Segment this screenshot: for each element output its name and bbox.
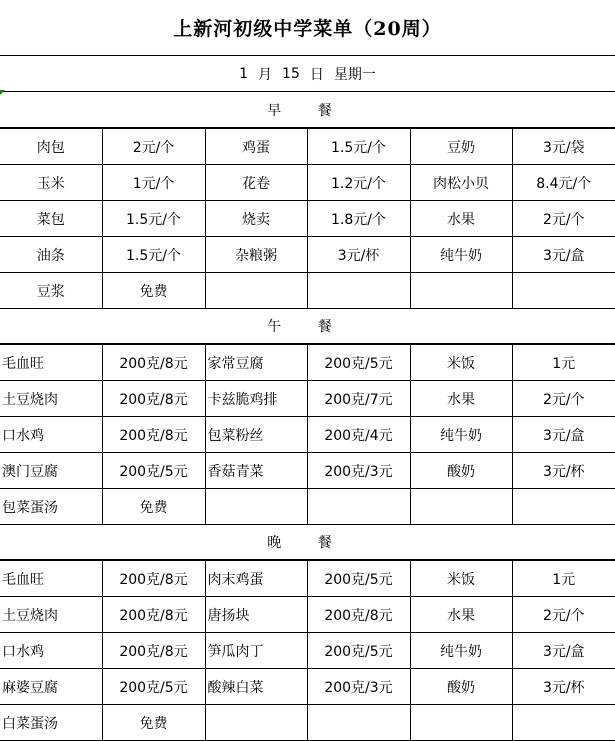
table-row bbox=[0, 453, 615, 489]
price-cell: 200克/5元 bbox=[307, 561, 410, 597]
dish-name-cell: 白菜蛋汤 bbox=[0, 705, 102, 741]
dish-name-cell: 麻婆豆腐 bbox=[0, 669, 102, 705]
dish-name-cell: 肉松小贝 bbox=[410, 165, 512, 201]
date-month: 1 bbox=[239, 65, 249, 82]
dish-name-cell: 包菜蛋汤 bbox=[0, 489, 102, 525]
date-month-unit: 月 bbox=[258, 66, 273, 83]
dish-name-cell: 肉末鸡蛋 bbox=[205, 561, 307, 597]
table-row bbox=[0, 669, 615, 705]
dish-name-cell: 水果 bbox=[410, 201, 512, 237]
price-cell: 200克/3元 bbox=[307, 669, 410, 705]
table-row bbox=[0, 417, 615, 453]
dish-name-cell: 菜包 bbox=[0, 201, 102, 237]
dish-name-cell: 家常豆腐 bbox=[205, 345, 307, 381]
price-cell: 8.4元/个 bbox=[512, 165, 615, 201]
price-cell: 2元/个 bbox=[102, 129, 205, 165]
dish-name-cell bbox=[410, 705, 512, 741]
price-cell: 200克/5元 bbox=[102, 669, 205, 705]
dish-name-cell: 毛血旺 bbox=[0, 561, 102, 597]
price-cell bbox=[307, 705, 410, 741]
dish-name-cell bbox=[410, 489, 512, 525]
page-title: 上新河初级中学菜单（20周） bbox=[0, 0, 615, 56]
price-cell: 免费 bbox=[102, 489, 205, 525]
price-cell: 1元/个 bbox=[102, 165, 205, 201]
breakfast-heading: 早 餐 bbox=[0, 92, 615, 128]
dish-name-cell: 纯牛奶 bbox=[410, 633, 512, 669]
price-cell: 200克/8元 bbox=[102, 597, 205, 633]
dish-name-cell bbox=[205, 273, 307, 309]
price-cell bbox=[512, 489, 615, 525]
lunch-heading: 午 餐 bbox=[0, 308, 615, 344]
table-row bbox=[0, 165, 615, 201]
lunch-table bbox=[0, 344, 615, 525]
price-cell: 3元/杯 bbox=[307, 237, 410, 273]
dish-name-cell: 水果 bbox=[410, 597, 512, 633]
dish-name-cell: 土豆烧肉 bbox=[0, 381, 102, 417]
dish-name-cell: 土豆烧肉 bbox=[0, 597, 102, 633]
price-cell: 3元/盒 bbox=[512, 237, 615, 273]
price-cell: 1.2元/个 bbox=[307, 165, 410, 201]
table-row bbox=[0, 273, 615, 309]
breakfast-table bbox=[0, 128, 615, 309]
dish-name-cell: 米饭 bbox=[410, 561, 512, 597]
date-weekday: 星期一 bbox=[333, 66, 376, 83]
price-cell: 免费 bbox=[102, 705, 205, 741]
table-row bbox=[0, 705, 615, 741]
dish-name-cell: 杂粮粥 bbox=[205, 237, 307, 273]
dish-name-cell: 口水鸡 bbox=[0, 633, 102, 669]
dish-name-cell bbox=[205, 705, 307, 741]
dish-name-cell: 玉米 bbox=[0, 165, 102, 201]
dish-name-cell: 卡兹脆鸡排 bbox=[205, 381, 307, 417]
dish-name-cell: 毛血旺 bbox=[0, 345, 102, 381]
dish-name-cell: 鸡蛋 bbox=[205, 129, 307, 165]
price-cell: 200克/8元 bbox=[307, 597, 410, 633]
price-cell: 2元/个 bbox=[512, 597, 615, 633]
date-line bbox=[0, 56, 615, 92]
table-row bbox=[0, 489, 615, 525]
dish-name-cell: 豆浆 bbox=[0, 273, 102, 309]
table-row bbox=[0, 345, 615, 381]
price-cell: 1.8元/个 bbox=[307, 201, 410, 237]
table-row bbox=[0, 561, 615, 597]
dish-name-cell: 唐扬块 bbox=[205, 597, 307, 633]
price-cell: 200克/8元 bbox=[102, 561, 205, 597]
price-cell: 免费 bbox=[102, 273, 205, 309]
price-cell: 1.5元/个 bbox=[102, 201, 205, 237]
dish-name-cell: 油条 bbox=[0, 237, 102, 273]
price-cell: 1元 bbox=[512, 345, 615, 381]
dinner-heading: 晚 餐 bbox=[0, 524, 615, 560]
price-cell: 3元/杯 bbox=[512, 669, 615, 705]
price-cell: 200克/8元 bbox=[102, 633, 205, 669]
price-cell: 200克/4元 bbox=[307, 417, 410, 453]
price-cell: 1元 bbox=[512, 561, 615, 597]
dish-name-cell bbox=[205, 489, 307, 525]
price-cell: 3元/盒 bbox=[512, 417, 615, 453]
dish-name-cell: 酸奶 bbox=[410, 669, 512, 705]
price-cell: 1.5元/个 bbox=[102, 237, 205, 273]
price-cell: 200克/5元 bbox=[307, 633, 410, 669]
dish-name-cell: 口水鸡 bbox=[0, 417, 102, 453]
dish-name-cell: 豆奶 bbox=[410, 129, 512, 165]
price-cell: 200克/8元 bbox=[102, 381, 205, 417]
table-row bbox=[0, 237, 615, 273]
table-row bbox=[0, 597, 615, 633]
price-cell: 200克/5元 bbox=[307, 345, 410, 381]
price-cell: 200克/5元 bbox=[102, 453, 205, 489]
price-cell: 3元/杯 bbox=[512, 453, 615, 489]
price-cell: 200克/7元 bbox=[307, 381, 410, 417]
dish-name-cell: 酸辣白菜 bbox=[205, 669, 307, 705]
price-cell: 200克/8元 bbox=[102, 417, 205, 453]
dish-name-cell: 澳门豆腐 bbox=[0, 453, 102, 489]
price-cell: 3元/盒 bbox=[512, 633, 615, 669]
price-cell: 2元/个 bbox=[512, 201, 615, 237]
dish-name-cell: 米饭 bbox=[410, 345, 512, 381]
price-cell bbox=[512, 705, 615, 741]
dish-name-cell: 纯牛奶 bbox=[410, 417, 512, 453]
dish-name-cell: 水果 bbox=[410, 381, 512, 417]
table-row bbox=[0, 129, 615, 165]
price-cell bbox=[307, 489, 410, 525]
dish-name-cell: 笋瓜肉丁 bbox=[205, 633, 307, 669]
price-cell: 2元/个 bbox=[512, 381, 615, 417]
price-cell: 200克/8元 bbox=[102, 345, 205, 381]
dish-name-cell: 花卷 bbox=[205, 165, 307, 201]
dish-name-cell: 纯牛奶 bbox=[410, 237, 512, 273]
dish-name-cell: 包菜粉丝 bbox=[205, 417, 307, 453]
dish-name-cell bbox=[410, 273, 512, 309]
price-cell bbox=[512, 273, 615, 309]
table-row bbox=[0, 381, 615, 417]
table-row bbox=[0, 633, 615, 669]
date-day-unit: 日 bbox=[309, 66, 324, 83]
price-cell: 200克/3元 bbox=[307, 453, 410, 489]
dish-name-cell: 烧卖 bbox=[205, 201, 307, 237]
dish-name-cell: 香菇青菜 bbox=[205, 453, 307, 489]
price-cell bbox=[307, 273, 410, 309]
table-row bbox=[0, 201, 615, 237]
dish-name-cell: 酸奶 bbox=[410, 453, 512, 489]
date-day: 15 bbox=[282, 65, 300, 82]
dish-name-cell: 肉包 bbox=[0, 129, 102, 165]
price-cell: 3元/袋 bbox=[512, 129, 615, 165]
dinner-table bbox=[0, 560, 615, 741]
price-cell: 1.5元/个 bbox=[307, 129, 410, 165]
